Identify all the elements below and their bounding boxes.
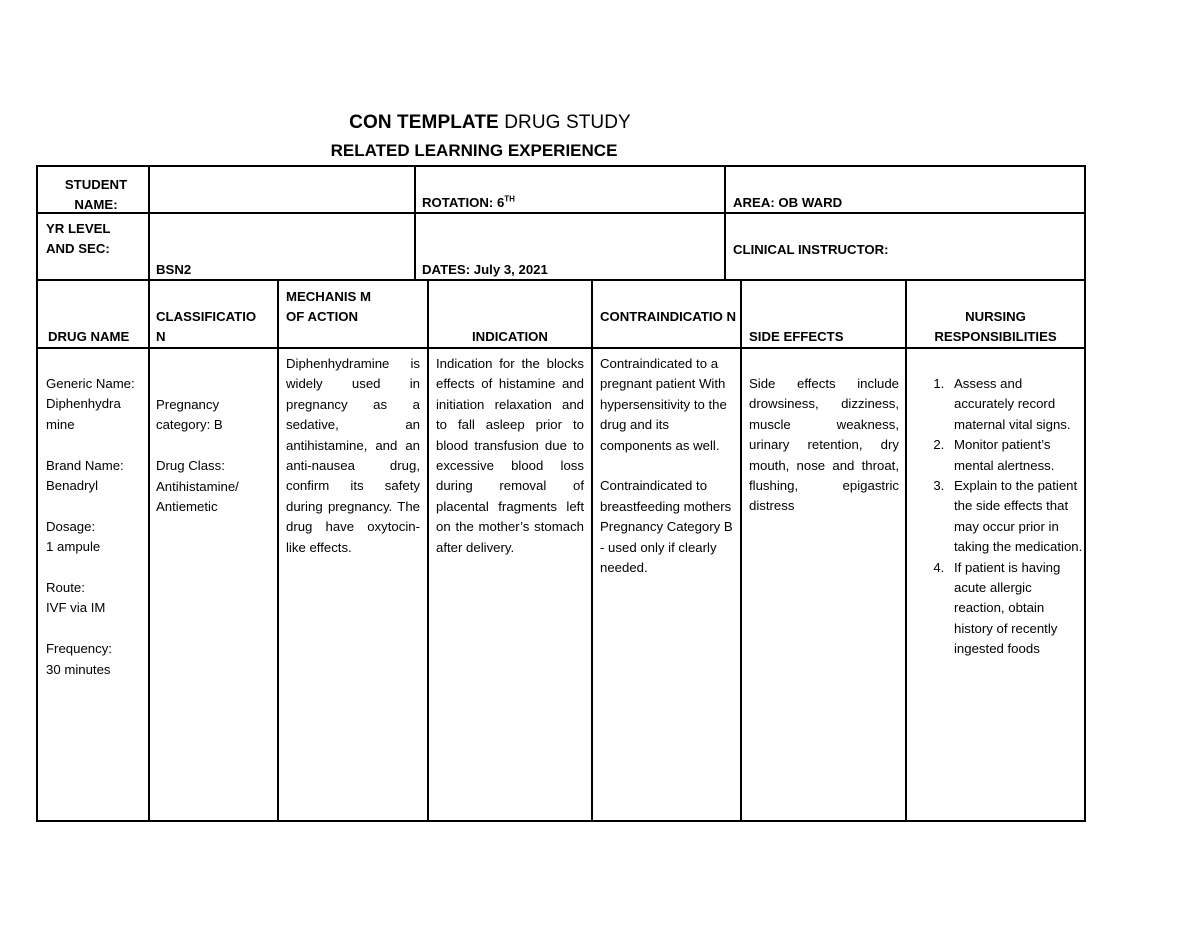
frequency-label: Frequency:: [46, 641, 112, 657]
brand-value: Benadryl: [46, 478, 99, 494]
rotation-field: [422, 193, 712, 213]
pregnancy-category: Pregnancy category: B: [156, 397, 223, 433]
spacer: [156, 436, 268, 456]
header-classification: CLASSIFICATIO N: [156, 309, 257, 345]
spacer: [46, 496, 142, 516]
column-divider: [724, 167, 726, 280]
spacer: [600, 456, 734, 476]
spacer: [46, 558, 142, 578]
column-divider: [427, 279, 429, 822]
spacer: [46, 435, 142, 455]
nursing-item: 4. If patient is having acute allergic reaction, obtain history of recently ingested foods: [948, 558, 1083, 660]
contraindication-cell: [600, 354, 734, 578]
column-divider: [414, 167, 416, 280]
rotation-suffix: TH: [504, 194, 515, 204]
header-side-effects: SIDE EFFECTS: [749, 329, 844, 344]
route-label: Route:: [46, 580, 85, 596]
spacer: [46, 619, 142, 639]
contraindication-pregnant: Contraindicated to a pregnant patient With hypersensitivity to the drug and its components as well.: [600, 356, 727, 453]
generic-value: Diphenhydra mine: [46, 396, 121, 432]
student-name-label: STUDENT NAME:: [64, 177, 128, 213]
drug-class: Drug Class: Antihistamine/ Antiemetic: [156, 458, 239, 515]
clinical-instructor-field: CLINICAL INSTRUCTOR:: [733, 242, 889, 257]
document-subtitle: RELATED LEARNING EXPERIENCE: [330, 141, 618, 160]
column-divider: [277, 279, 279, 822]
column-divider: [148, 167, 150, 280]
nursing-item: 2. Monitor patient’s mental alertness.: [948, 435, 1083, 476]
nursing-item: 3. Explain to the patient the side effects that may occur prior in taking the medication.: [948, 476, 1083, 558]
nursing-list: [908, 374, 1083, 660]
dosage-value: 1 ampule: [46, 539, 101, 555]
header-mechanism: MECHANIS M OF ACTION: [286, 289, 371, 325]
dates-field: DATES: July 3, 2021: [422, 262, 548, 277]
brand-label: Brand Name:: [46, 457, 124, 473]
nursing-item: 1. Assess and accurately record maternal vital signs.: [948, 374, 1083, 435]
document-title: [0, 112, 980, 134]
yr-level-value: BSN2: [156, 262, 192, 277]
yr-level-label: YR LEVEL AND SEC:: [46, 221, 111, 257]
side-effects-cell: Side effects include drowsiness, dizziness, muscle weakness, urinary retention, dry mouth, nose and throat, flushing, epigastric distress: [749, 376, 899, 514]
title-bold: CON TEMPLATE: [349, 112, 499, 133]
header-drug-name: DRUG NAME: [48, 329, 130, 344]
drug-name-cell: [46, 374, 142, 680]
header-contraindication: CONTRAINDICATIO N: [600, 309, 737, 324]
nursing-cell: [908, 374, 1083, 660]
indication-cell: Indication for the blocks effects of histamine and initiation relaxation and to fall asleep prior to blood transfusion due to excessive blood loss during removal of placental fragments left on the mother’s stomach after delivery.: [436, 356, 584, 555]
contraindication-breastfeeding: Contraindicated to breastfeeding mothers Pregnancy Category B - used only if clearly needed.: [600, 478, 733, 576]
generic-label: Generic Name:: [46, 376, 135, 391]
header-nursing: NURSING RESPONSIBILITIES: [934, 309, 1057, 345]
column-divider: [740, 279, 742, 822]
header-indication: INDICATION: [472, 329, 548, 344]
rotation-text: ROTATION: 6: [422, 195, 505, 210]
dosage-label: Dosage:: [46, 518, 96, 534]
classification-cell: [156, 395, 268, 517]
drug-study-table: [36, 165, 1086, 822]
column-divider: [591, 279, 593, 822]
column-divider: [148, 279, 150, 822]
column-divider: [905, 279, 907, 822]
title-rest: DRUG STUDY: [504, 112, 631, 133]
route-value: IVF via IM: [46, 600, 106, 616]
area-field: AREA: OB WARD: [733, 195, 843, 210]
mechanism-cell: Diphenhydramine is widely used in pregnancy as a sedative, an antihistamine, and an anti-nausea drug, confirm its safety during pregnancy. The drug have oxytocin-like effects.: [286, 356, 420, 555]
frequency-value: 30 minutes: [46, 661, 111, 677]
